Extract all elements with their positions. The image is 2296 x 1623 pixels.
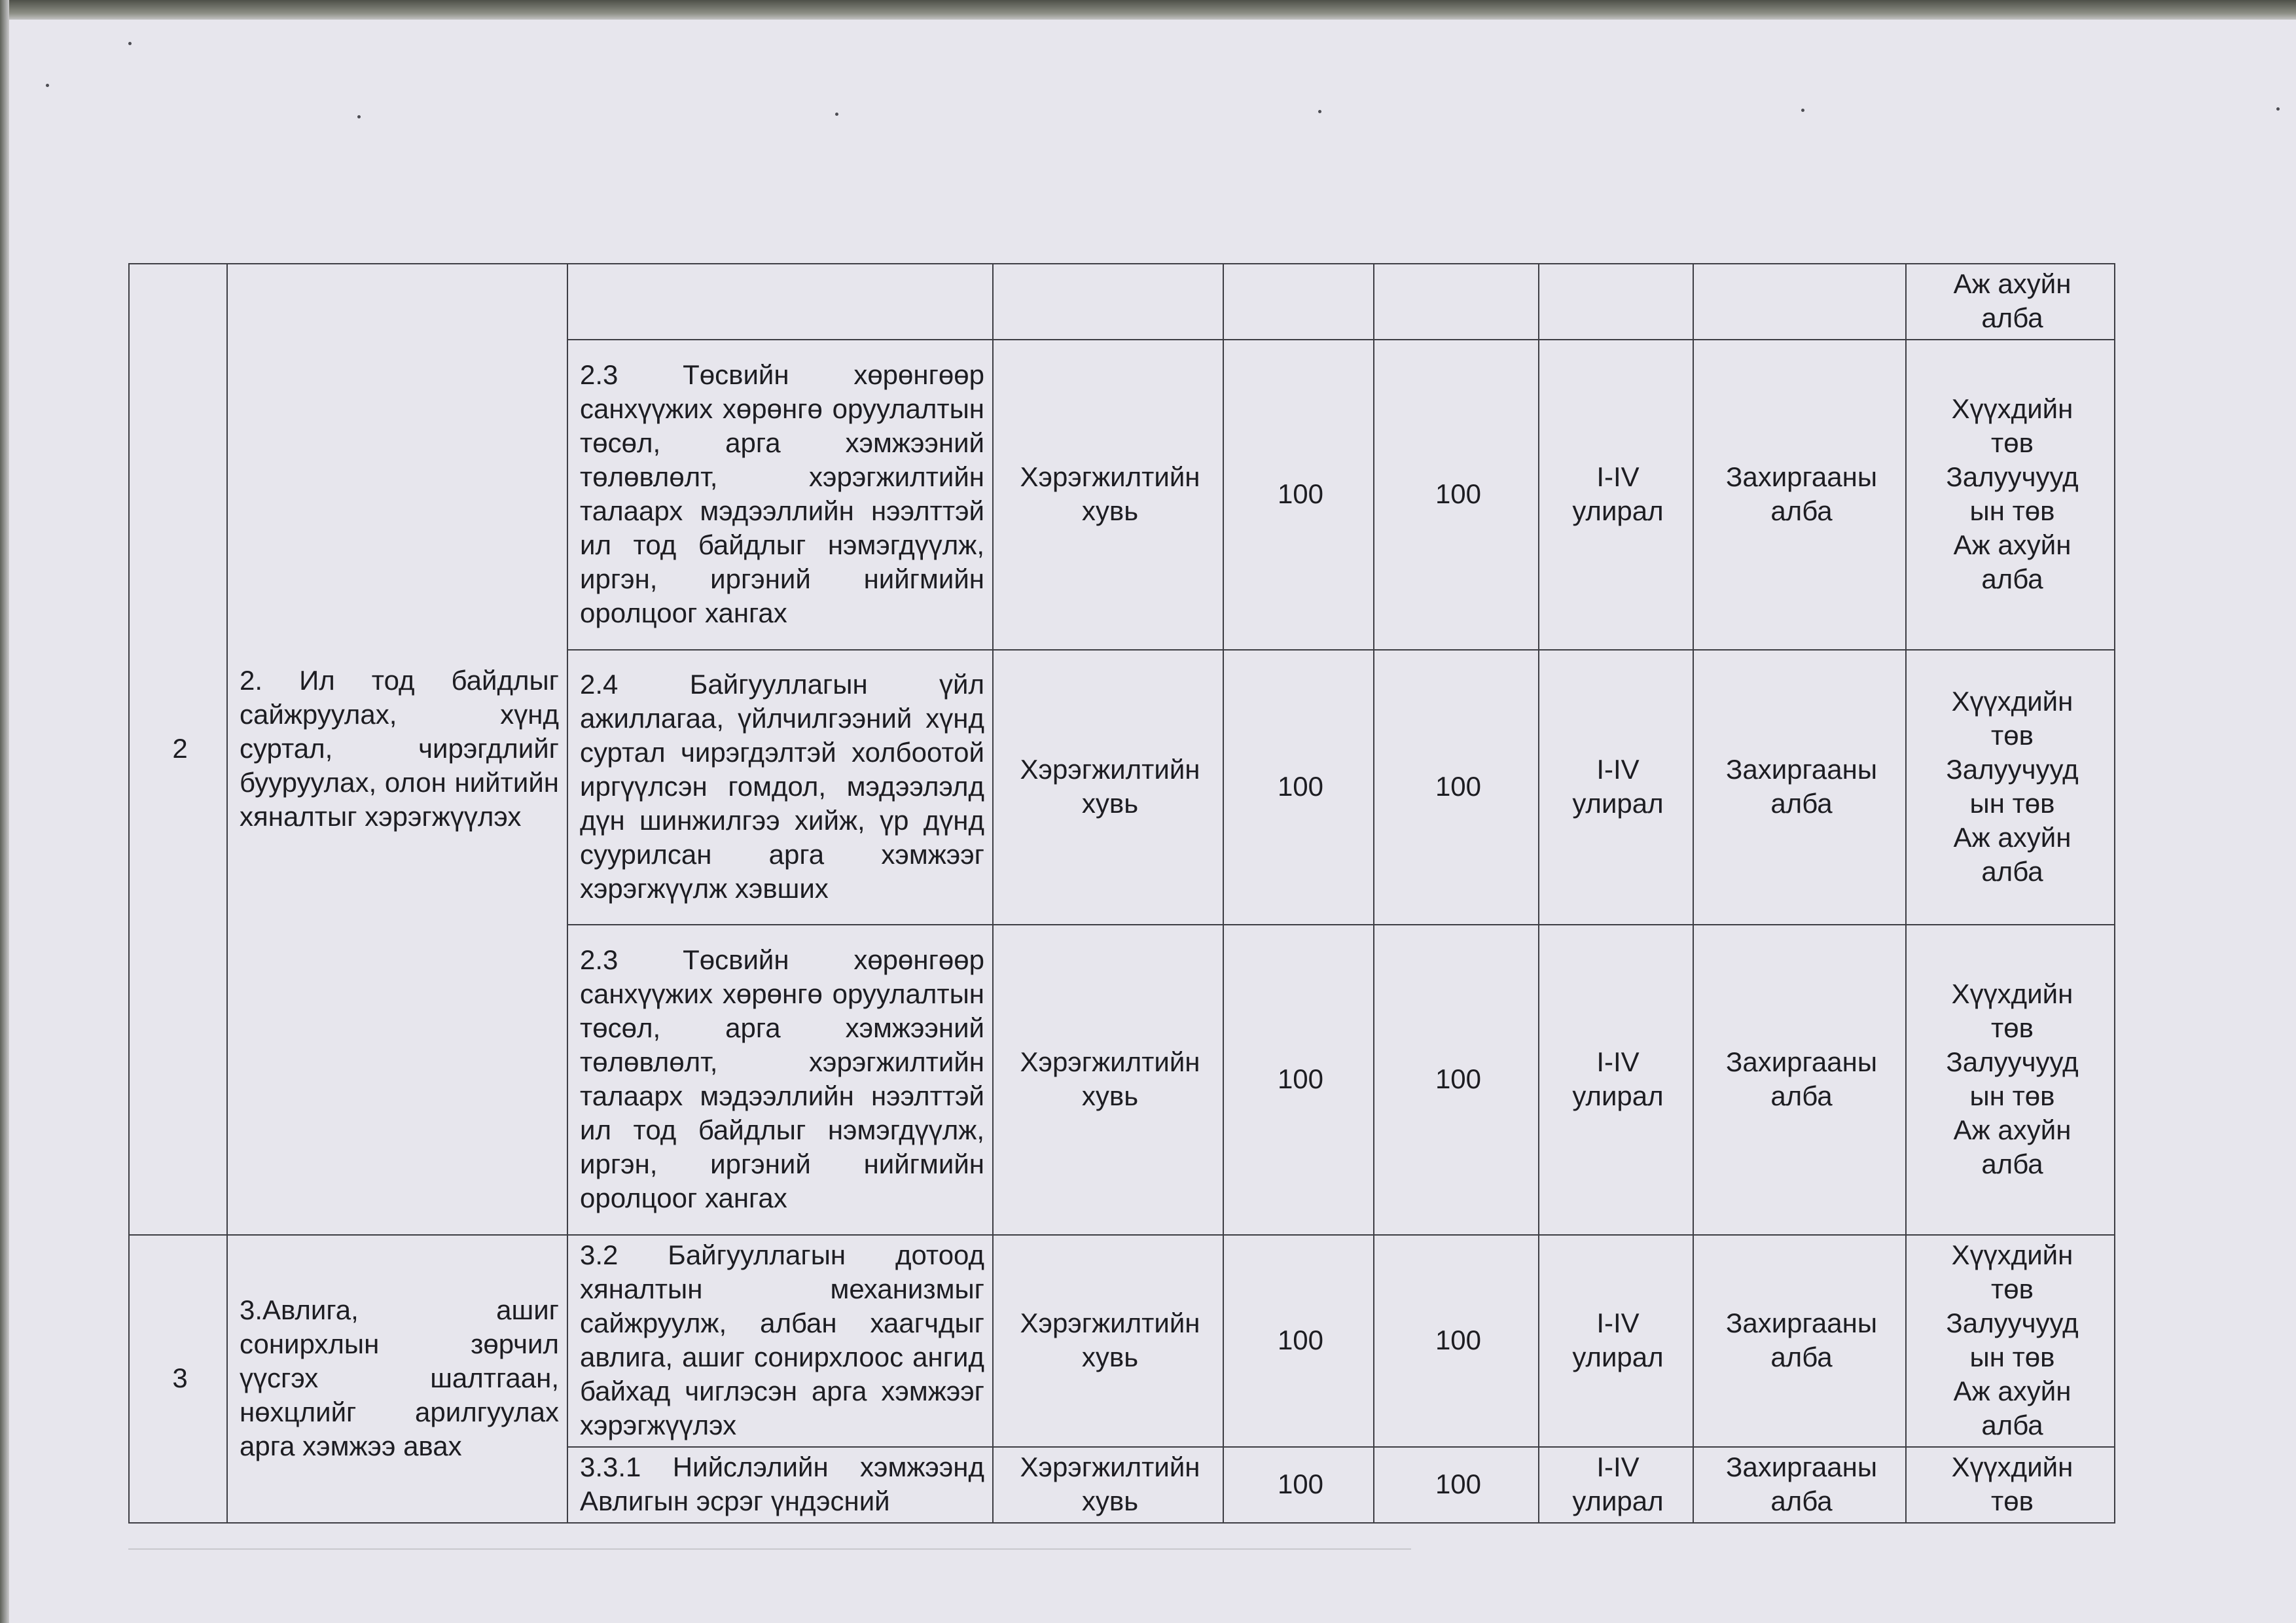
scan-speck [2276, 107, 2280, 111]
implementer-line: Хүүхдийн [1951, 686, 2073, 717]
implementer-line: Хүүхдийн [1951, 393, 2073, 424]
indicator-cell: Хэрэгжилтийн хувь [993, 925, 1223, 1235]
indicator-cell [993, 264, 1223, 340]
activity-cell: 3.3.1 Нийслэлийн хэмжээнд Авлигын эсрэг үндэсний [567, 1447, 993, 1523]
period-cell [1539, 264, 1693, 340]
implementer-line: Хүүхдийн [1951, 1452, 2073, 1482]
implementer-line: төв [1991, 1012, 2034, 1043]
faint-footer-line [128, 1548, 1411, 1550]
implementer-line: ын төв [1969, 1080, 2055, 1111]
scan-speck [835, 113, 838, 116]
implementer-line: төв [1991, 720, 2034, 751]
scan-edge-top [0, 0, 2296, 22]
implementer-line: ын төв [1969, 1342, 2055, 1372]
implementer-line: Аж ахуйн [1953, 1115, 2072, 1145]
responsible-cell: Захиргааны алба [1693, 650, 1906, 925]
scan-speck [46, 84, 49, 87]
goal-cell: 3.Авлига, ашиг сонирхлын зөрчил үүсгэх шалтгаан, нөхцлийг арилгуулах арга хэмжээ авах [227, 1235, 567, 1523]
implementer-line: төв [1991, 1486, 2034, 1516]
implementer-line: Залуучууд [1946, 461, 2079, 492]
implementer-line: Залуучууд [1946, 1046, 2079, 1077]
responsible-cell: Захиргааны алба [1693, 340, 1906, 650]
implementer-line: Залуучууд [1946, 754, 2079, 785]
implementers-cell [1906, 340, 2115, 650]
table-row [129, 1235, 2115, 1447]
implementers-cell [1906, 650, 2115, 925]
scan-speck [357, 115, 361, 118]
implementer-line: Залуучууд [1946, 1308, 2079, 1338]
implementer-line: төв [1991, 1274, 2034, 1304]
baseline-cell: 100 [1223, 650, 1374, 925]
group-number: 2 [129, 264, 227, 1235]
period-cell: I-IV улирал [1539, 1235, 1693, 1447]
baseline-cell: 100 [1223, 1235, 1374, 1447]
scan-edge-left [0, 0, 9, 1623]
responsible-cell [1693, 264, 1906, 340]
implementer-line: алба [1981, 856, 2043, 887]
implementer-line: Аж ахуйн [1953, 268, 2072, 299]
baseline-cell: 100 [1223, 1447, 1374, 1523]
target-cell: 100 [1374, 340, 1539, 650]
implementer-line: Аж ахуйн [1953, 822, 2072, 853]
target-cell [1374, 264, 1539, 340]
implementer-line: Хүүхдийн [1951, 978, 2073, 1009]
implementer-line: алба [1981, 1410, 2043, 1440]
baseline-cell: 100 [1223, 340, 1374, 650]
implementer-line: алба [1981, 1149, 2043, 1179]
target-cell: 100 [1374, 650, 1539, 925]
indicator-cell: Хэрэгжилтийн хувь [993, 340, 1223, 650]
group-number: 3 [129, 1235, 227, 1523]
implementer-line: Хүүхдийн [1951, 1240, 2073, 1270]
activity-cell: 2.3 Төсвийн хөрөнгөөр санхүүжих хөрөнгө оруулалтын төсөл, арга хэмжээний төлөвлөлт, хэрэгжилтийн талаарх мэдээллийн нээлттэй ил тод байдлыг нэмэгдүүлж, иргэн, иргэний нийгмийн оролцоог хангах [567, 340, 993, 650]
implementers-cell [1906, 1447, 2115, 1523]
activity-cell: 2.4 Байгууллагын үйл ажиллагаа, үйлчилгээний хүнд суртал чирэгдэлтэй холбоотой иргүүлсэн гомдол, мэдээлэлд дүн шинжилгээ хийж, үр дүнд суурилсан арга хэмжээг хэрэгжүүлж хэвших [567, 650, 993, 925]
action-plan-table [128, 263, 2115, 1524]
responsible-cell: Захиргааны алба [1693, 1447, 1906, 1523]
activity-cell [567, 264, 993, 340]
implementers-cell [1906, 925, 2115, 1235]
indicator-cell: Хэрэгжилтийн хувь [993, 650, 1223, 925]
target-cell: 100 [1374, 1235, 1539, 1447]
implementer-line: ын төв [1969, 495, 2055, 526]
table-row [129, 264, 2115, 340]
indicator-cell: Хэрэгжилтийн хувь [993, 1235, 1223, 1447]
responsible-cell: Захиргааны алба [1693, 925, 1906, 1235]
indicator-cell: Хэрэгжилтийн хувь [993, 1447, 1223, 1523]
implementer-line: Аж ахуйн [1953, 529, 2072, 560]
implementers-cell [1906, 1235, 2115, 1447]
activity-cell: 2.3 Төсвийн хөрөнгөөр санхүүжих хөрөнгө оруулалтын төсөл, арга хэмжээний төлөвлөлт, хэрэгжилтийн талаарх мэдээллийн нээлттэй ил тод байдлыг нэмэгдүүлж, иргэн, иргэний нийгмийн оролцоог хангах [567, 925, 993, 1235]
period-cell: I-IV улирал [1539, 340, 1693, 650]
implementer-line: ын төв [1969, 788, 2055, 819]
implementers-cell [1906, 264, 2115, 340]
scan-speck [128, 42, 132, 45]
scan-speck [1318, 110, 1321, 113]
implementer-line: алба [1981, 302, 2043, 333]
implementer-line: Аж ахуйн [1953, 1376, 2072, 1406]
target-cell: 100 [1374, 925, 1539, 1235]
target-cell: 100 [1374, 1447, 1539, 1523]
baseline-cell [1223, 264, 1374, 340]
period-cell: I-IV улирал [1539, 925, 1693, 1235]
activity-cell: 3.2 Байгууллагын дотоод хяналтын механизмыг сайжруулж, албан хаагчдыг авлига, ашиг сонирхлоос ангид байхад чиглэсэн арга хэмжээг хэрэгжүүлэх [567, 1235, 993, 1447]
period-cell: I-IV улирал [1539, 650, 1693, 925]
period-cell: I-IV улирал [1539, 1447, 1693, 1523]
responsible-cell: Захиргааны алба [1693, 1235, 1906, 1447]
implementer-line: алба [1981, 563, 2043, 594]
implementer-line: төв [1991, 427, 2034, 458]
scan-speck [1801, 109, 1804, 112]
baseline-cell: 100 [1223, 925, 1374, 1235]
goal-cell: 2. Ил тод байдлыг сайжруулах, хүнд суртал, чирэгдлийг бууруулах, олон нийтийн хяналтыг хэрэгжүүлэх [227, 264, 567, 1235]
